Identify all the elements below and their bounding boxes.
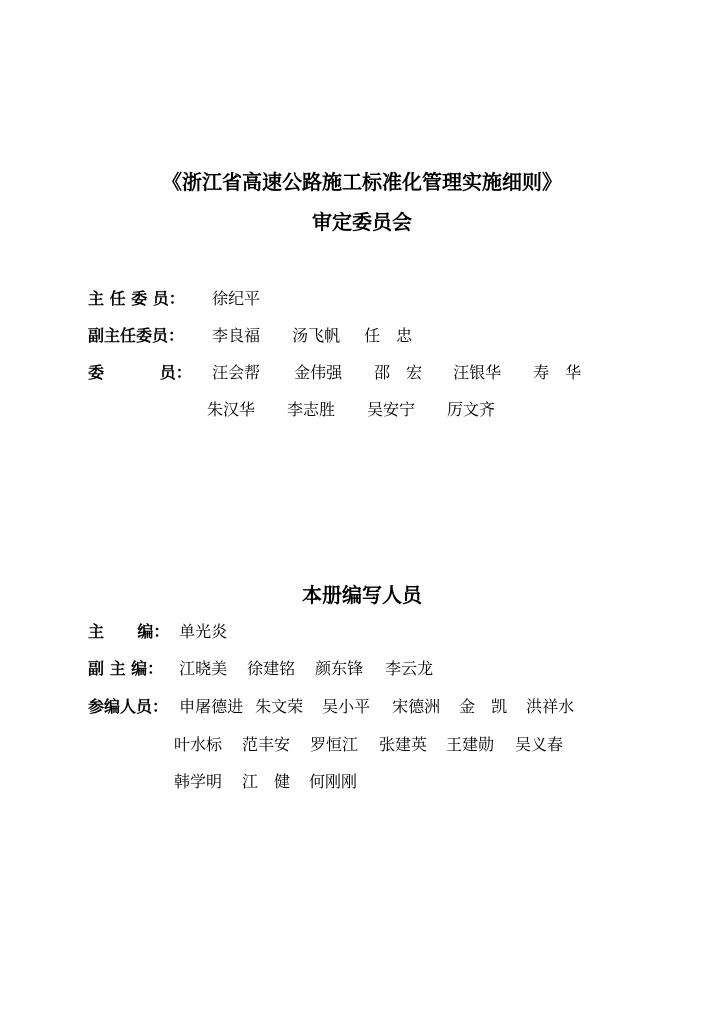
contributor-name: 张建英 — [379, 735, 428, 754]
deputy-editor-name: 颜东锋 — [315, 659, 364, 678]
member-name: 李志胜 — [287, 400, 336, 419]
member-name: 吴安宁 — [367, 400, 416, 419]
member-name: 金伟强 — [294, 363, 343, 382]
contributor-name: 叶水标 — [174, 735, 223, 754]
deputy-director-name: 任 忠 — [364, 326, 413, 345]
members-names — [212, 362, 581, 384]
deputy-editor-label: 副 主 编： — [88, 659, 164, 678]
deputy-editor-name: 江晓美 — [179, 659, 228, 678]
chief-editor-label: 主 编： — [88, 622, 170, 641]
members-row — [88, 362, 581, 384]
director-row — [88, 288, 260, 310]
contributors-label: 参编人员： — [88, 697, 169, 716]
contributor-name: 洪祥水 — [526, 697, 575, 716]
member-name: 邵 宏 — [374, 363, 423, 382]
contributors-names — [179, 696, 574, 718]
contributor-name: 朱文荣 — [255, 697, 304, 716]
director-label: 主 任 委 员： — [88, 289, 185, 308]
contributor-name: 江 健 — [242, 772, 291, 791]
director-names — [212, 288, 260, 310]
deputy-editor-name: 李云龙 — [385, 659, 434, 678]
contributor-name: 何刚刚 — [309, 772, 358, 791]
deputy-director-name: 李良福 — [212, 326, 261, 345]
chief-editor-name: 单光炎 — [179, 622, 228, 641]
member-name: 朱汉华 — [207, 400, 256, 419]
chief-editor-row — [88, 621, 227, 643]
deputy-director-name: 汤飞帆 — [292, 326, 341, 345]
members-label: 委 员： — [88, 363, 192, 382]
contributor-name: 王建勋 — [446, 735, 495, 754]
deputy-editor-names — [179, 658, 433, 680]
contributors-row-continued — [174, 771, 357, 793]
member-name: 厉文齐 — [447, 400, 496, 419]
deputy-director-row — [88, 325, 412, 347]
contributor-name: 金 凯 — [459, 697, 508, 716]
deputy-editor-row — [88, 658, 433, 680]
contributor-name: 申屠德进 — [179, 697, 244, 716]
director-name: 徐纪平 — [212, 289, 261, 308]
writers-heading: 本册编写人员 — [302, 583, 422, 607]
contributors-row — [88, 696, 574, 718]
member-name: 汪银华 — [453, 363, 502, 382]
member-name: 寿 华 — [533, 363, 582, 382]
contributor-name: 吴小平 — [322, 697, 371, 716]
contributor-name: 罗恒江 — [310, 735, 359, 754]
deputy-editor-name: 徐建铭 — [247, 659, 296, 678]
contributor-name: 韩学明 — [174, 772, 223, 791]
deputy-director-label: 副主任委员： — [88, 326, 185, 345]
contributor-name: 宋德洲 — [392, 697, 441, 716]
contributor-name: 吴义春 — [515, 735, 564, 754]
contributor-name: 范丰安 — [242, 735, 291, 754]
contributors-row-continued — [174, 734, 563, 756]
member-name: 汪会帮 — [212, 363, 261, 382]
committee-heading: 审定委员会 — [312, 210, 412, 234]
document-title: 《浙江省高速公路施工标准化管理实施细则》 — [162, 170, 562, 194]
members-row-continued — [207, 399, 495, 421]
chief-editor-names — [179, 621, 227, 643]
deputy-director-names — [212, 325, 412, 347]
